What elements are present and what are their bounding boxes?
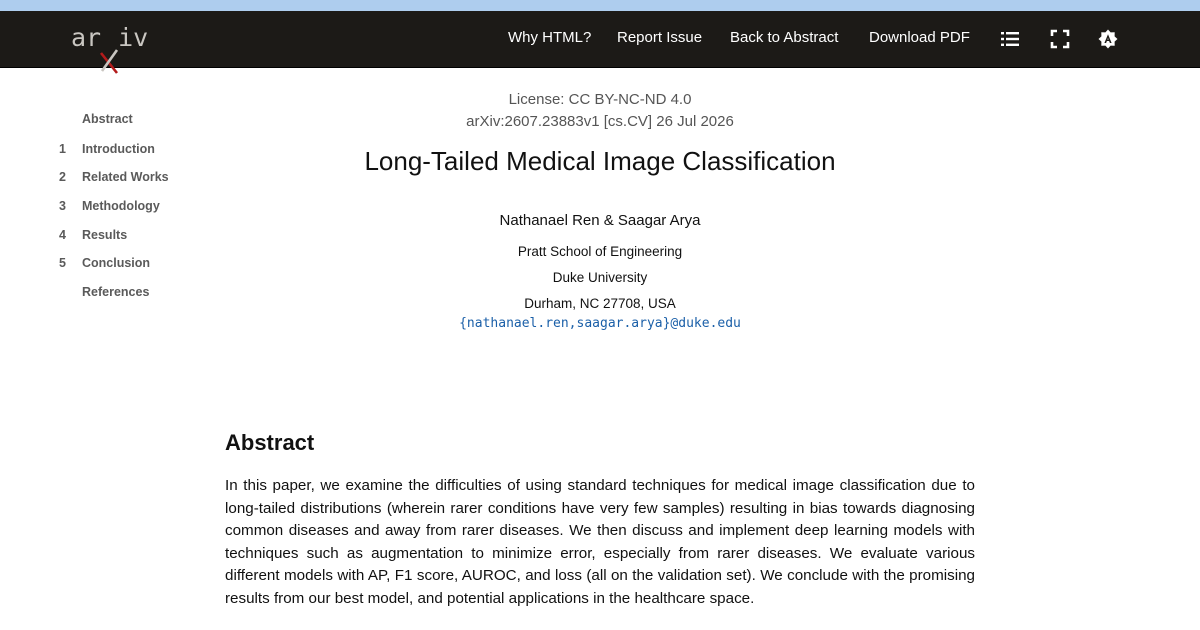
toc-label: Related Works [82, 170, 169, 184]
author-email-link[interactable]: {nathanael.ren,saagar.arya}@duke.edu [459, 316, 741, 331]
toc-label: Methodology [82, 199, 160, 213]
toc-label: Introduction [82, 142, 155, 156]
download-pdf-link[interactable]: Download PDF [869, 29, 970, 46]
affiliation-school: Pratt School of Engineering [517, 244, 683, 259]
abstract-heading: Abstract [225, 430, 315, 455]
back-to-abstract-link[interactable]: Back to Abstract [730, 29, 839, 46]
toc-number: 3 [59, 199, 66, 213]
toc-label: Abstract [82, 112, 133, 126]
toc-number: 4 [59, 228, 66, 242]
browser-top-strip [0, 0, 1200, 11]
top-navbar [0, 11, 1200, 68]
toc-number: 5 [59, 256, 66, 270]
fullscreen-icon[interactable] [1050, 29, 1070, 49]
report-issue-link[interactable]: Report Issue [617, 29, 703, 46]
settings-icon[interactable] [1098, 29, 1118, 49]
paper-authors: Nathanael Ren & Saagar Arya [499, 212, 701, 229]
paper-title: Long-Tailed Medical Image Classification [364, 146, 836, 176]
affiliation-university: Duke University [552, 270, 648, 285]
toc-label: Results [82, 228, 128, 242]
logo-text-left: ar [71, 23, 102, 52]
toc-number: 1 [59, 142, 66, 156]
toc-label: References [82, 285, 150, 299]
arxiv-logo[interactable] [71, 23, 148, 53]
arxiv-id-line: arXiv:2607.23883v1 [cs.CV] 26 Jul 2026 [466, 113, 734, 130]
logo-text-right: iv [118, 23, 149, 52]
toc-number: 2 [59, 170, 66, 184]
why-html-link[interactable]: Why HTML? [508, 29, 592, 46]
list-icon[interactable] [1000, 29, 1020, 49]
abstract-text: In this paper, we examine the difficulties of using standard techniques for medical image classification due to long-tailed distributions (wherein rarer conditions have very few samples) resulting in bias towards diagnosing common diseases and away from rarer diseases. We then discuss and implement deep learning models with techniques such as augmentation to minimize error, especially from rarer diseases. We evaluate various different models with AP, F1 score, AUROC, and loss (all on the validation set). We conclude with the promising results from our best model, and potential applications in the healthcare space. [225, 477, 975, 607]
affiliation-address: Durham, NC 27708, USA [524, 296, 676, 311]
toc-label: Conclusion [82, 256, 151, 270]
license-line: License: CC BY-NC-ND 4.0 [508, 91, 692, 108]
